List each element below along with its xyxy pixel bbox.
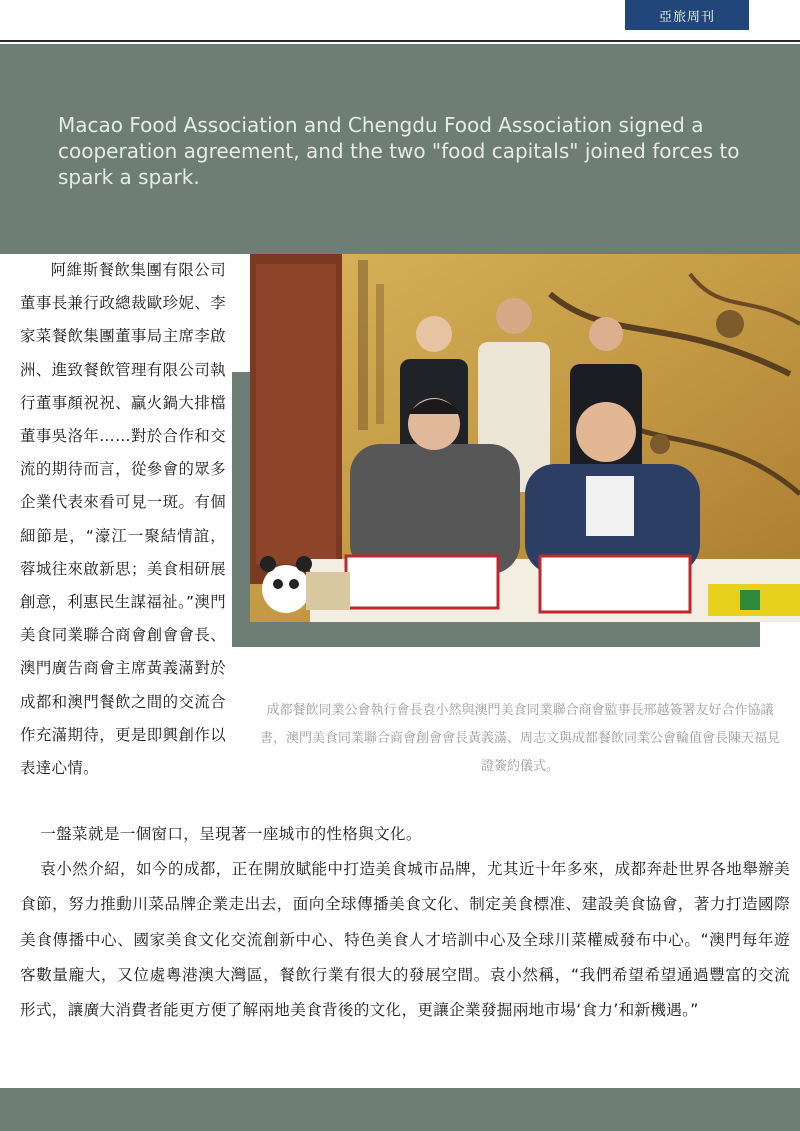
left-column-paragraph: 阿維斯餐飲集團有限公司董事長兼行政總裁歐珍妮、李家菜餐飲集團董事局主席李啟洲、進致餐飲管理有限公司執行董事顏祝祝、贏火鍋大排檔董事吳洛年……對於合作和交流的期待而言，從參會的眾多企業代表來看可見一斑。有個細節是，“濠江一聚結情誼，蓉城往來啟新思；美食相研展創意，利惠民生謀福祉。”澳門美食同業聯合商會創會會長、澳門廣告商會主席黃義滿對於成都和澳門餐飲之間的交流合作充滿期待，更是即興創作以表達心情。 (20, 261, 226, 778)
article-paragraph-2: 袁小然介紹，如今的成都，正在開放賦能中打造美食城市品牌，尤其近十年多來，成都奔赴世界各地舉辦美食節，努力推動川菜品牌企業走出去，面向全球傳播美食文化、制定美食標准、建設美食協會，著力打造國際美食傳播中心、國家美食文化交流創新中心、特色美食人才培訓中心及全球川菜權威發布中心。“澳門每年遊客數量龐大，又位處粵港澳大灣區，餐飲行業有很大的發展空間。袁小然稱，“我們希望希望通過豐富的交流形式，讓廣大消費者能更方便了解兩地美食背後的文化，更讓企業發掘兩地市場‘食力’和新機遇。” (20, 860, 790, 1020)
top-bar (0, 0, 800, 42)
photo-caption: 成都餐飲同業公會執行會長袁小然與澳門美食同業聯合商會監事長邢越簽署友好合作協議書，澳門美食同業聯合商會創會會長黃義滿、周志文與成都餐飲同業公會輪值會長陳天福見證簽約儀式。 (259, 703, 780, 774)
hero-banner (0, 44, 800, 254)
magazine-name-tab: 亞旅周刊 (625, 0, 749, 30)
article-body (20, 817, 790, 1028)
hero-title: Macao Food Association and Chengdu Food Association signed a cooperation agreement, and the two "food capitals" joined forces to spark a spark. (58, 113, 740, 189)
left-column-text (20, 254, 226, 785)
footer-bar (0, 1088, 800, 1131)
signing-ceremony-photo (250, 254, 800, 622)
photo-illustration (250, 254, 800, 622)
article-paragraph-1: 一盤菜就是一個窗口，呈現著一座城市的性格與文化。 (40, 825, 422, 843)
